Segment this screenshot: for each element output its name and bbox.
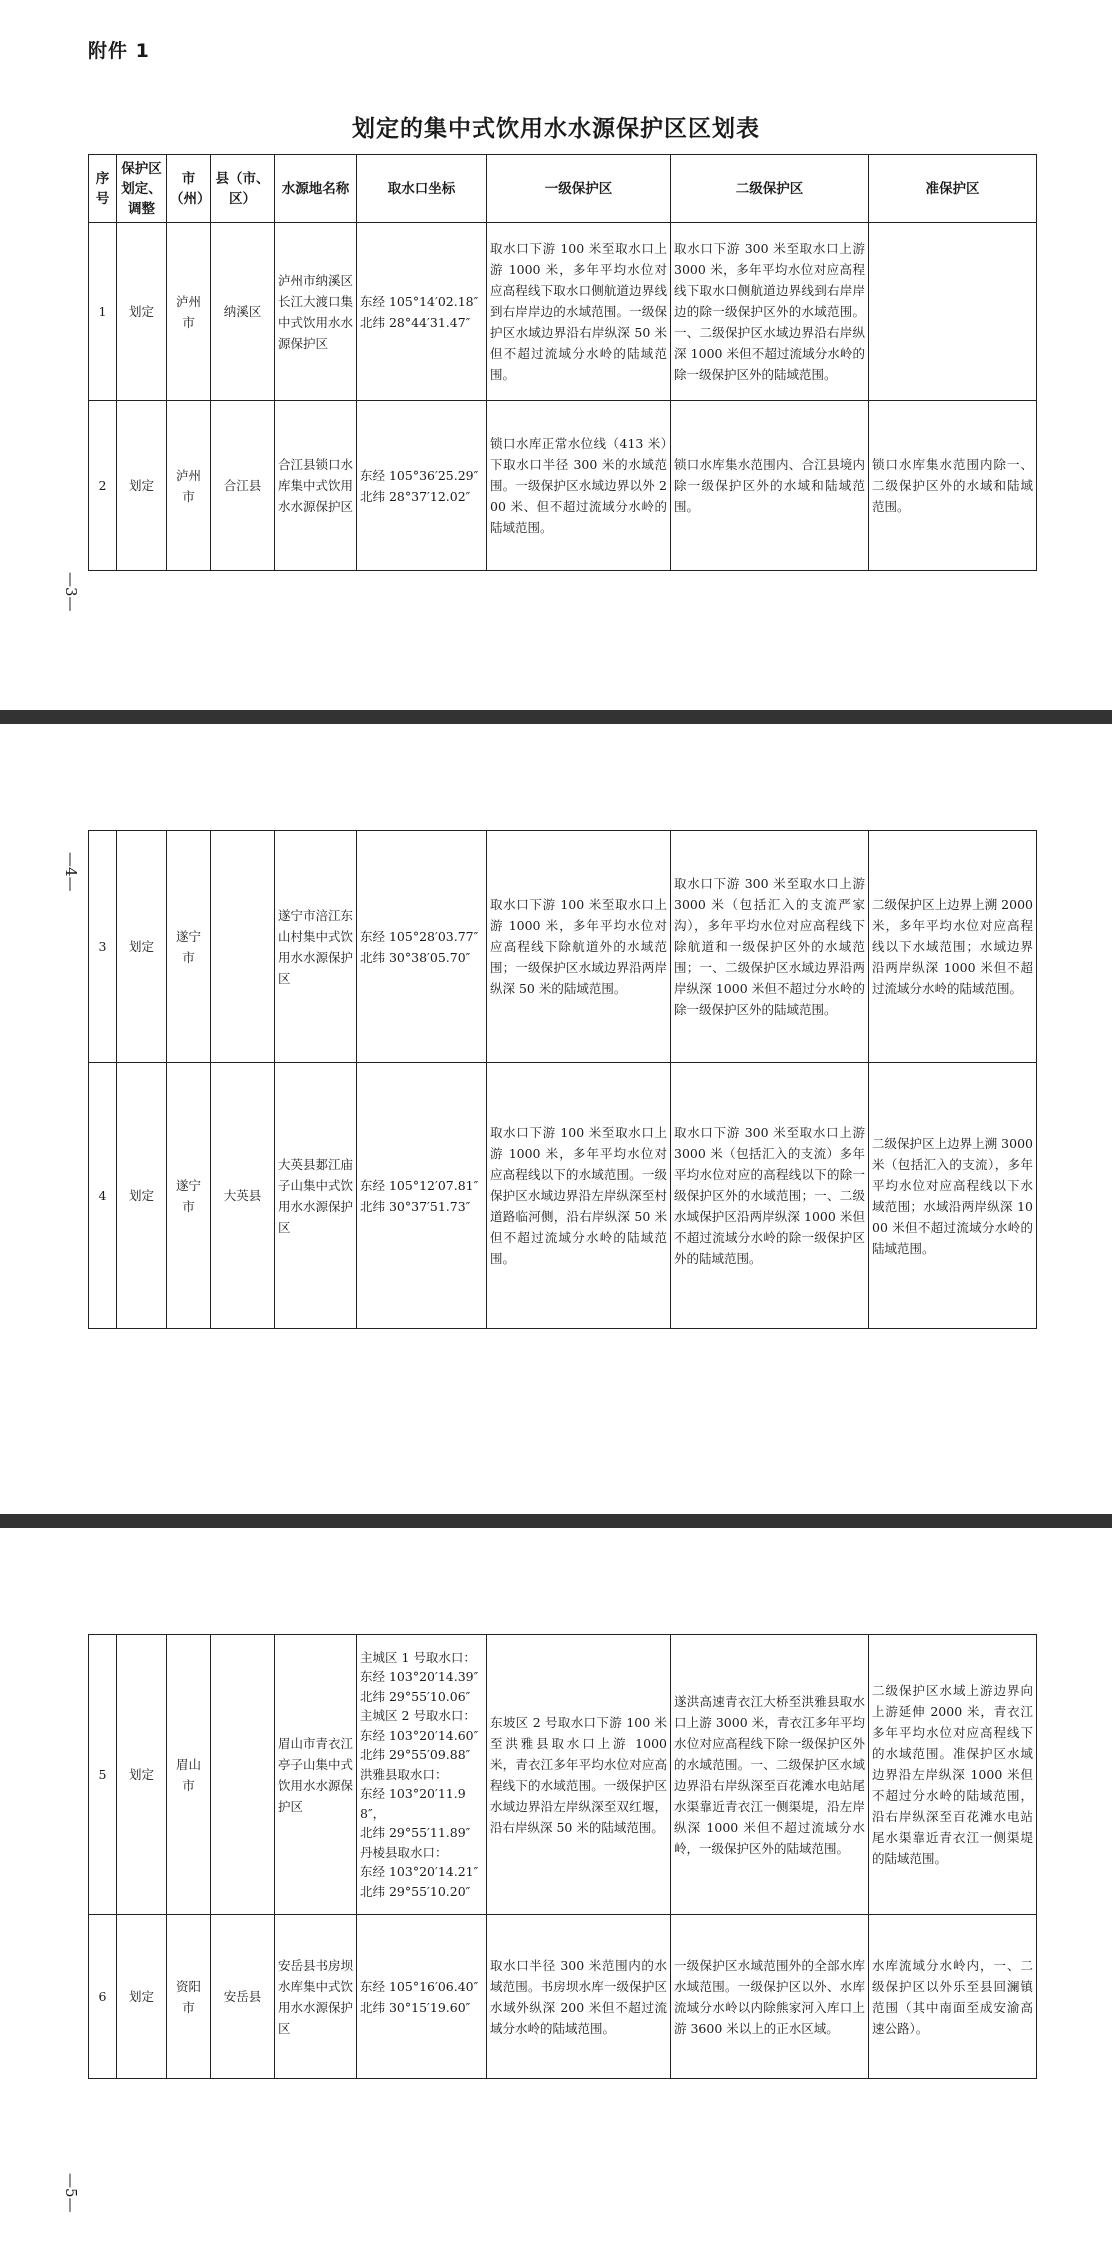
- coord-line: 北纬 29°55′09.88″: [360, 1747, 471, 1763]
- row-county: 合江县: [211, 401, 275, 571]
- table-row: [89, 401, 1037, 571]
- row-city: 泸州市: [167, 401, 211, 571]
- coord-line: 洪雅县取水口：: [360, 1766, 448, 1782]
- row-level2: 一级保护区水域范围外的全部水库水域范围。一级保护区以外、水库流域分水岭以内除熊家河入库口上游 3600 米以上的正水区域。: [671, 1915, 869, 2079]
- row-name: 遂宁市涪江东山村集中式饮用水水源保护区: [275, 831, 357, 1063]
- header-city: 市（州）: [167, 155, 211, 223]
- coord-line: 北纬 29°55′11.89″: [360, 1825, 471, 1841]
- table-row: [89, 1635, 1037, 1915]
- row-quasi: [869, 223, 1037, 401]
- table-row: [89, 223, 1037, 401]
- coord-line: 主城区 1 号取水口：: [360, 1649, 476, 1665]
- row-city: 遂宁市: [167, 1063, 211, 1329]
- row-level1: 东坡区 2 号取水口下游 100 米至洪雅县取水口上游 1000 米，青衣江多年平均水位对应高程线下的水域范围。一级保护区水域边界沿左岸纵深至双红堰，沿右岸纵深 50 米的陆域范围。: [487, 1635, 671, 1915]
- row-level2: 遂洪高速青衣江大桥至洪雅县取水口上游 3000 米，青衣江多年平均水位对应高程线下除一级保护区外的水域范围。一、二级保护区水域边界沿右岸纵深至百花滩水电站尾水渠靠近青衣江一侧渠堤，沿左岸纵深 1000 米但不超过流域分水岭，一级保护区外的陆域范围。: [671, 1635, 869, 1915]
- coord-line: 东经 105°28′03.77″: [360, 928, 479, 944]
- row-type: 划定: [117, 1063, 167, 1329]
- header-no: 序号: [89, 155, 117, 223]
- row-level1: 取水口下游 100 米至取水口上游 1000 米，多年平均水位对应高程线以下的水域范围。一级保护区水域边界沿左岸纵深至村道路临河侧，沿右岸纵深 50 米但不超过流域分水岭的陆域范围。: [487, 1063, 671, 1329]
- row-coords: [357, 831, 487, 1063]
- coord-line: 东经 103°20′14.60″: [360, 1727, 479, 1743]
- row-level1: 取水口下游 100 米至取水口上游 1000 米，多年平均水位对应高程线下除航道外的水域范围；一级保护区水域边界沿两岸纵深 50 米的陆域范围。: [487, 831, 671, 1063]
- row-quasi: 二级保护区水域上游边界向上游延伸 2000 米，青衣江多年平均水位对应高程线下的水域范围。准保护区水域边界沿左岸纵深 1000 米但不超过分水岭的陆域范围，沿右岸纵深至百花滩水电站尾水渠靠近青衣江一侧渠堤的陆域范围。: [869, 1635, 1037, 1915]
- row-no: 2: [89, 401, 117, 571]
- coord-line: 北纬 29°55′10.06″: [360, 1688, 471, 1704]
- row-level1: 锁口水库正常水位线（413 米）下取水口半径 300 米的水域范围。一级保护区水域边界以外 200 米、但不超过流域分水岭的陆域范围。: [487, 401, 671, 571]
- row-no: 1: [89, 223, 117, 401]
- row-city: 眉山市: [167, 1635, 211, 1915]
- row-level2: 取水口下游 300 米至取水口上游 3000 米（包括汇入的支流严家沟），多年平均水位对应高程线下除航道和一级保护区外的水域范围；一、二级保护区水域边界沿两岸纵深 1000 米但不超过分水岭的除一级保护区外的陆域范围。: [671, 831, 869, 1063]
- row-name: 安岳县书房坝水库集中式饮用水水源保护区: [275, 1915, 357, 2079]
- coord-line: 东经 105°12′07.81″: [360, 1177, 479, 1193]
- row-level1: 取水口半径 300 米范围内的水域范围。书房坝水库一级保护区水域外纵深 200 米但不超过流域分水岭的陆域范围。: [487, 1915, 671, 2079]
- header-quasi: 准保护区: [869, 155, 1037, 223]
- coord-line: 东经 105°14′02.18″: [360, 293, 479, 309]
- row-quasi: 锁口水库集水范围内除一、二级保护区外的水域和陆域范围。: [869, 401, 1037, 571]
- row-type: 划定: [117, 1635, 167, 1915]
- header-coords: 取水口坐标: [357, 155, 487, 223]
- row-coords: [357, 223, 487, 401]
- coord-line: 北纬 28°37′12.02″: [360, 488, 471, 504]
- attachment-label: 附件 1: [88, 40, 150, 62]
- row-quasi: 二级保护区上边界上溯 2000 米，多年平均水位对应高程线以下水域范围；水域边界沿两岸纵深 1000 米但不超过流域分水岭的陆域范围。: [869, 831, 1037, 1063]
- page-separator: [0, 710, 1112, 724]
- page-2: [0, 724, 1112, 1514]
- page-number: —3—: [62, 572, 80, 612]
- row-coords: [357, 401, 487, 571]
- row-city: 遂宁市: [167, 831, 211, 1063]
- row-name: 眉山市青衣江亭子山集中式饮用水水源保护区: [275, 1635, 357, 1915]
- row-no: 5: [89, 1635, 117, 1915]
- coord-line: 北纬 30°37′51.73″: [360, 1198, 471, 1214]
- coord-line: 东经 103°20′11.98″，: [360, 1786, 466, 1821]
- header-level1: 一级保护区: [487, 155, 671, 223]
- header-name: 水源地名称: [275, 155, 357, 223]
- coord-line: 北纬 30°15′19.60″: [360, 1999, 471, 2015]
- coord-line: 东经 105°36′25.29″: [360, 467, 479, 483]
- row-county: 安岳县: [211, 1915, 275, 2079]
- zone-table-part-2: [88, 830, 1037, 1329]
- row-no: 6: [89, 1915, 117, 2079]
- table-row: [89, 1915, 1037, 2079]
- table-title: 划定的集中式饮用水水源保护区区划表: [352, 115, 760, 142]
- page-3: [0, 1528, 1112, 2251]
- row-type: 划定: [117, 1915, 167, 2079]
- coord-line: 东经 105°16′06.40″: [360, 1978, 479, 1994]
- row-coords: [357, 1635, 487, 1915]
- row-coords: [357, 1063, 487, 1329]
- row-county: [211, 831, 275, 1063]
- row-name: 泸州市纳溪区长江大渡口集中式饮用水水源保护区: [275, 223, 357, 401]
- header-county: 县（市、区）: [211, 155, 275, 223]
- row-name: 大英县郪江庙子山集中式饮用水水源保护区: [275, 1063, 357, 1329]
- row-type: 划定: [117, 401, 167, 571]
- row-type: 划定: [117, 223, 167, 401]
- row-name: 合江县锁口水库集中式饮用水水源保护区: [275, 401, 357, 571]
- table-row: [89, 831, 1037, 1063]
- row-coords: [357, 1915, 487, 2079]
- coord-line: 北纬 28°44′31.47″: [360, 314, 471, 330]
- zone-table-part-1: [88, 154, 1037, 571]
- row-level1: 取水口下游 100 米至取水口上游 1000 米，多年平均水位对应高程线下取水口侧航道边界线到右岸岸边的水域范围。一级保护区水域边界沿右岸纵深 50 米但不超过流域分水岭的陆域范围。: [487, 223, 671, 401]
- row-quasi: 二级保护区上边界上溯 3000 米（包括汇入的支流），多年平均水位对应高程线以下水域范围；水域沿两岸纵深 1000 米但不超过流域分水岭的陆域范围。: [869, 1063, 1037, 1329]
- table-row: [89, 1063, 1037, 1329]
- row-level2: 取水口下游 300 米至取水口上游 3000 米，多年平均水位对应高程线下取水口侧航道边界线到右岸岸边的除一级保护区外的水域范围。一、二级保护区水域边界沿右岸纵深 1000 米但不超过流域分水岭的除一级保护区外的陆域范围。: [671, 223, 869, 401]
- coord-line: 北纬 29°55′10.20″: [360, 1883, 471, 1899]
- row-city: 泸州市: [167, 223, 211, 401]
- page-number: —5—: [62, 2173, 80, 2213]
- row-level2: 锁口水库集水范围内、合江县境内除一级保护区外的水域和陆域范围。: [671, 401, 869, 571]
- coord-line: 丹棱县取水口：: [360, 1844, 448, 1860]
- row-level2: 取水口下游 300 米至取水口上游 3000 米（包括汇入的支流）多年平均水位对应的高程线以下的除一级保护区外的水域范围；一、二级水域保护区沿两岸纵深 1000 米但不超过流域分水岭的除一级保护区外的陆域范围。: [671, 1063, 869, 1329]
- page-1: [0, 0, 1112, 710]
- zone-table-part-3: [88, 1634, 1037, 2079]
- row-county: 纳溪区: [211, 223, 275, 401]
- row-county: 大英县: [211, 1063, 275, 1329]
- row-type: 划定: [117, 831, 167, 1063]
- page-separator: [0, 1514, 1112, 1528]
- header-level2: 二级保护区: [671, 155, 869, 223]
- table-header-row: [89, 155, 1037, 223]
- coord-line: 东经 103°20′14.39″: [360, 1669, 479, 1685]
- row-quasi: 水库流域分水岭内，一、二级保护区以外乐至县回澜镇范围（其中南面至成安渝高速公路）。: [869, 1915, 1037, 2079]
- row-city: 资阳市: [167, 1915, 211, 2079]
- coord-line: 主城区 2 号取水口：: [360, 1708, 476, 1724]
- coord-line: 北纬 30°38′05.70″: [360, 949, 471, 965]
- header-type: 保护区划定、调整: [117, 155, 167, 223]
- row-county: [211, 1635, 275, 1915]
- page-number: —4—: [62, 852, 80, 892]
- row-no: 4: [89, 1063, 117, 1329]
- coord-line: 东经 103°20′14.21″: [360, 1864, 479, 1880]
- row-no: 3: [89, 831, 117, 1063]
